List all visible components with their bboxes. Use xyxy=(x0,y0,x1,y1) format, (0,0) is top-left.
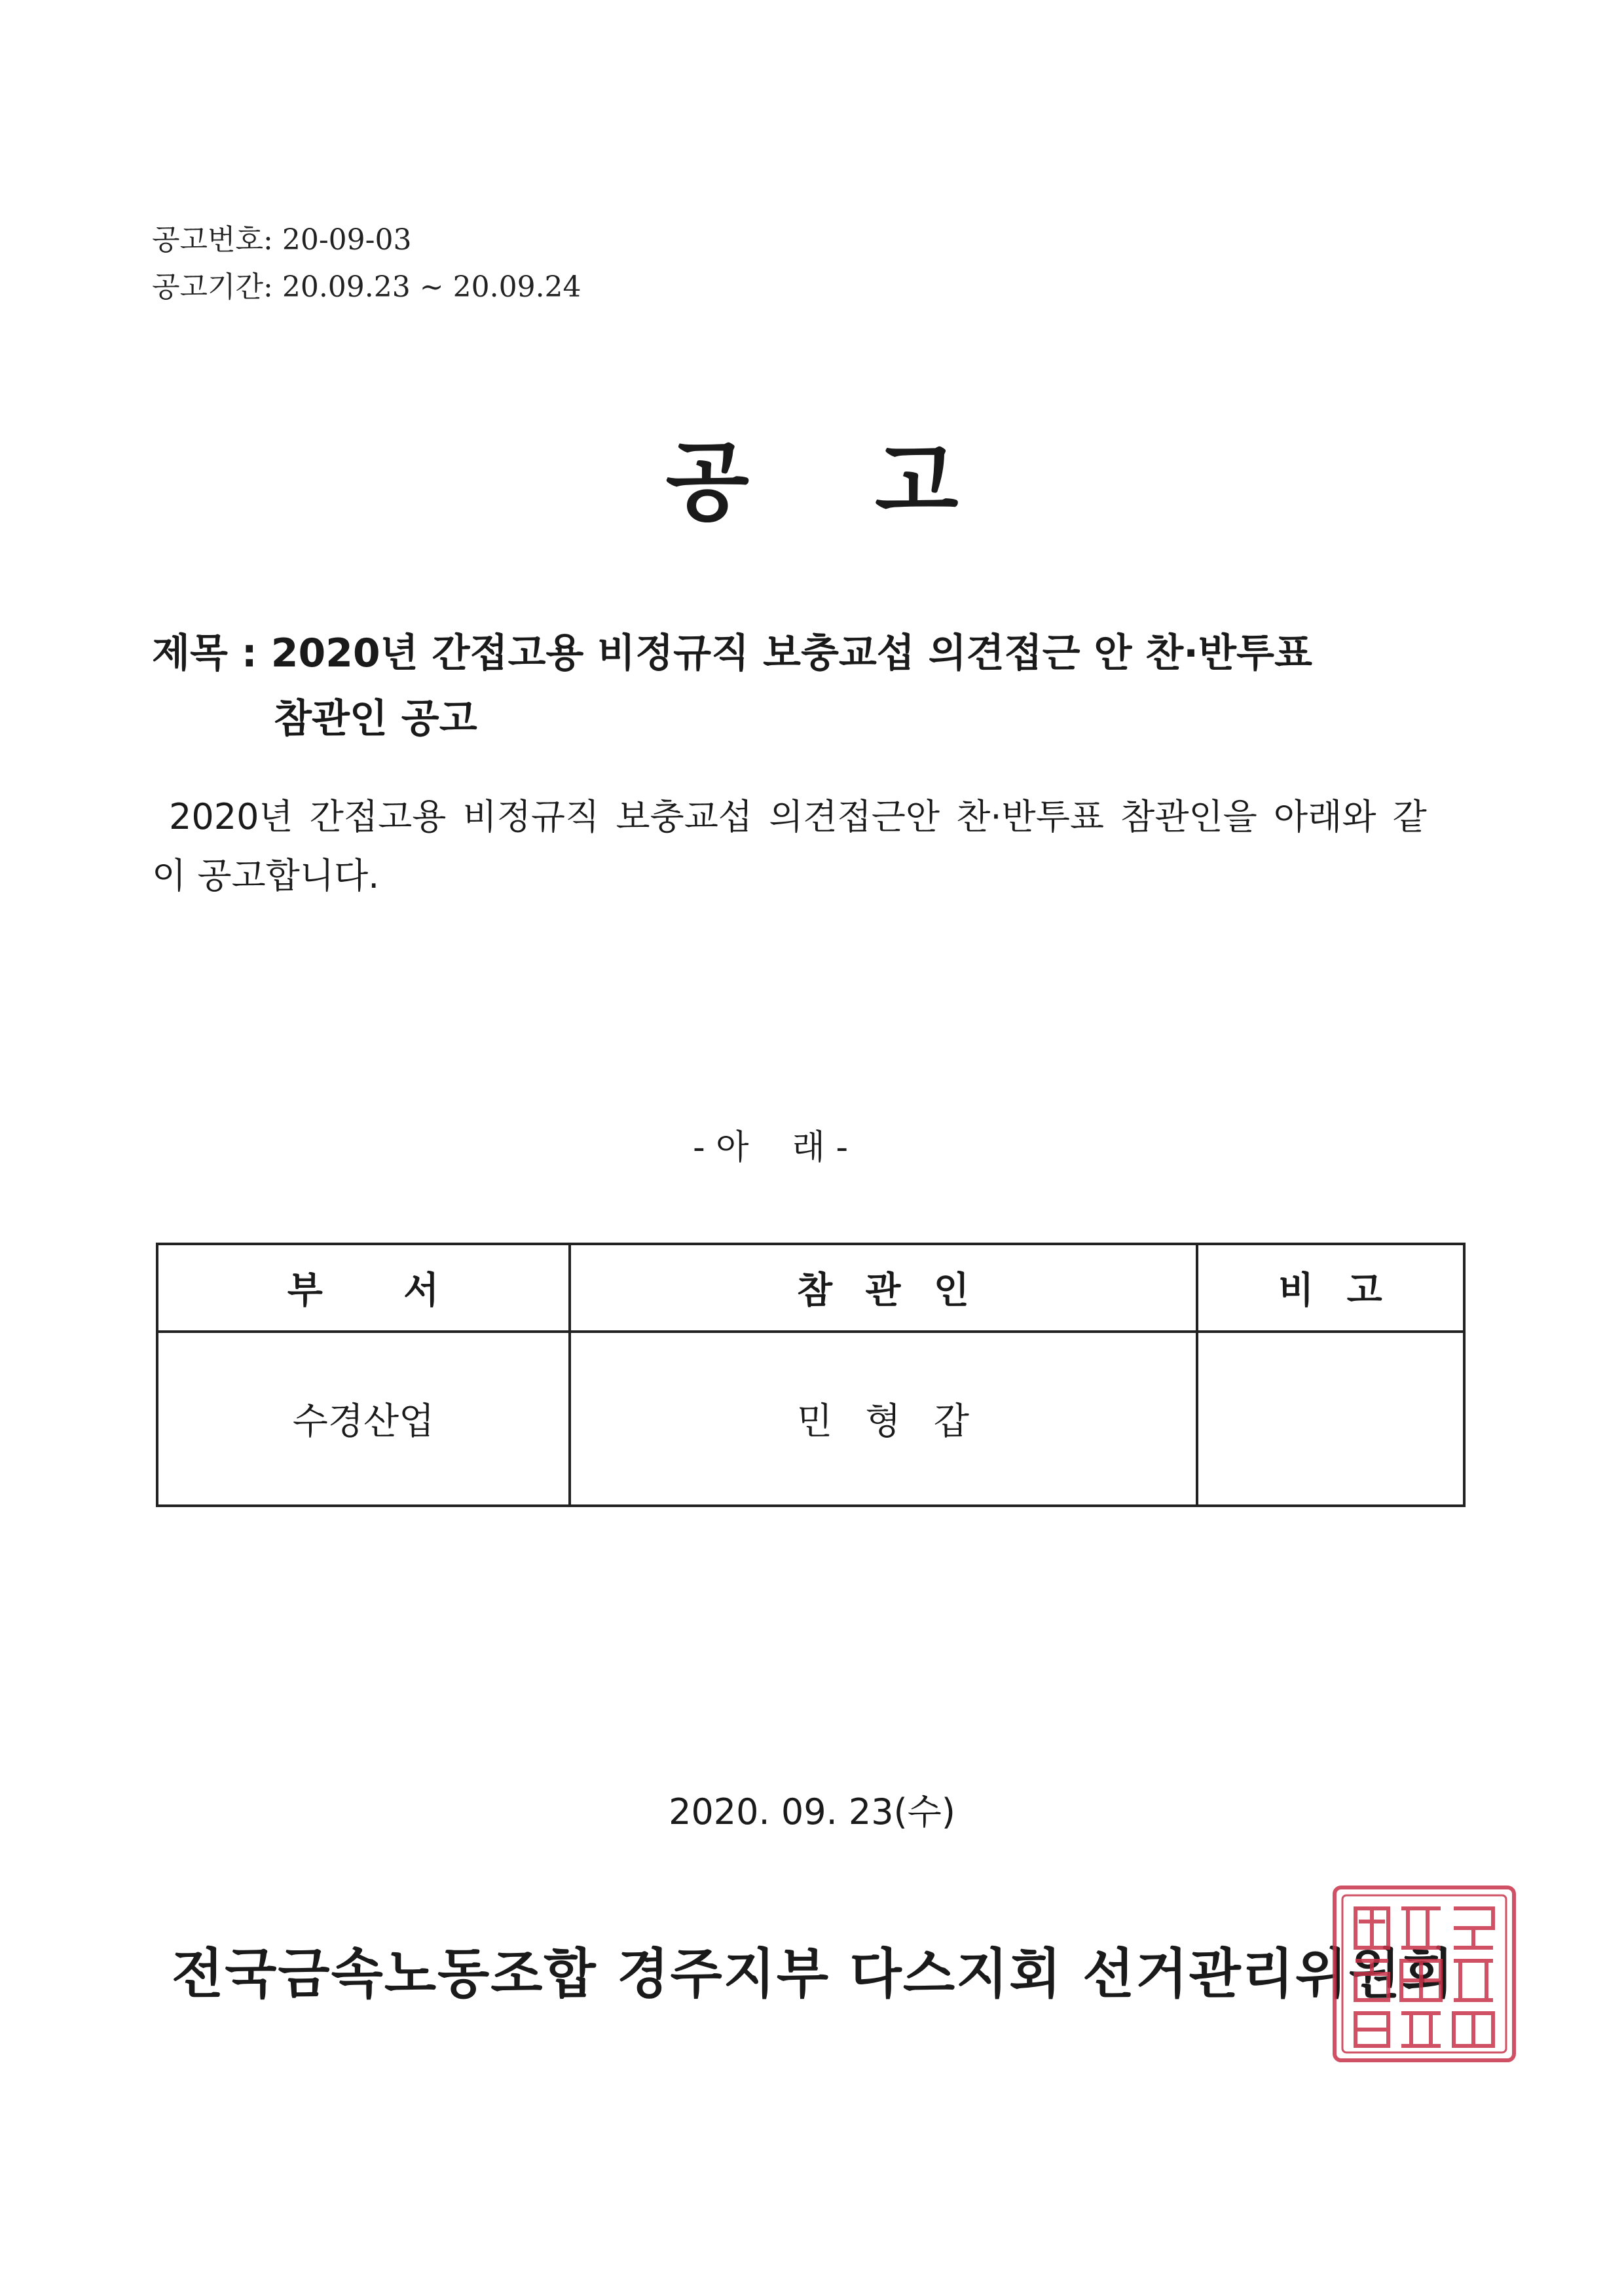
cell-department: 수경산업 xyxy=(157,1332,570,1506)
observer-table xyxy=(156,1243,1466,1507)
document-title xyxy=(0,412,1624,537)
header-remarks: 비고 xyxy=(1197,1244,1464,1332)
seal-icon xyxy=(1329,1882,1519,2066)
notice-label-text: - 아 래 - xyxy=(693,1128,849,1167)
table-header-row xyxy=(157,1244,1464,1332)
title-char-1: 공 xyxy=(665,432,749,533)
title-char-2: 고 xyxy=(875,432,959,533)
notice-label xyxy=(693,1120,848,1169)
cell-remarks xyxy=(1197,1332,1464,1506)
official-seal xyxy=(1329,1882,1519,2066)
organization-name: 전국금속노동조합 경주지부 다스지회 선거관리위원회 xyxy=(172,1943,1455,2005)
header-observer: 참관인 xyxy=(570,1244,1197,1332)
document-date: 2020. 09. 23(수) xyxy=(669,1791,955,1832)
subject-line-2: 참관인 공고 xyxy=(274,696,477,742)
notice-number: 공고번호: 20-09-03 xyxy=(152,223,412,257)
notice-period: 공고기간: 20.09.23 ~ 20.09.24 xyxy=(152,270,581,304)
subject-line-1: 제목 : 2020년 간접고용 비정규직 보충교섭 의견접근 안 찬·반투표 xyxy=(152,630,1312,676)
body-line-2: 이 공고합니다. xyxy=(152,855,380,896)
table-row xyxy=(157,1332,1464,1506)
header-department: 부서 xyxy=(157,1244,570,1332)
cell-observer: 민형갑 xyxy=(570,1332,1197,1506)
body-line-1: 2020년 간접고용 비정규직 보충교섭 의견접근안 찬·반투표 참관인을 아래와 같 xyxy=(169,796,1427,837)
